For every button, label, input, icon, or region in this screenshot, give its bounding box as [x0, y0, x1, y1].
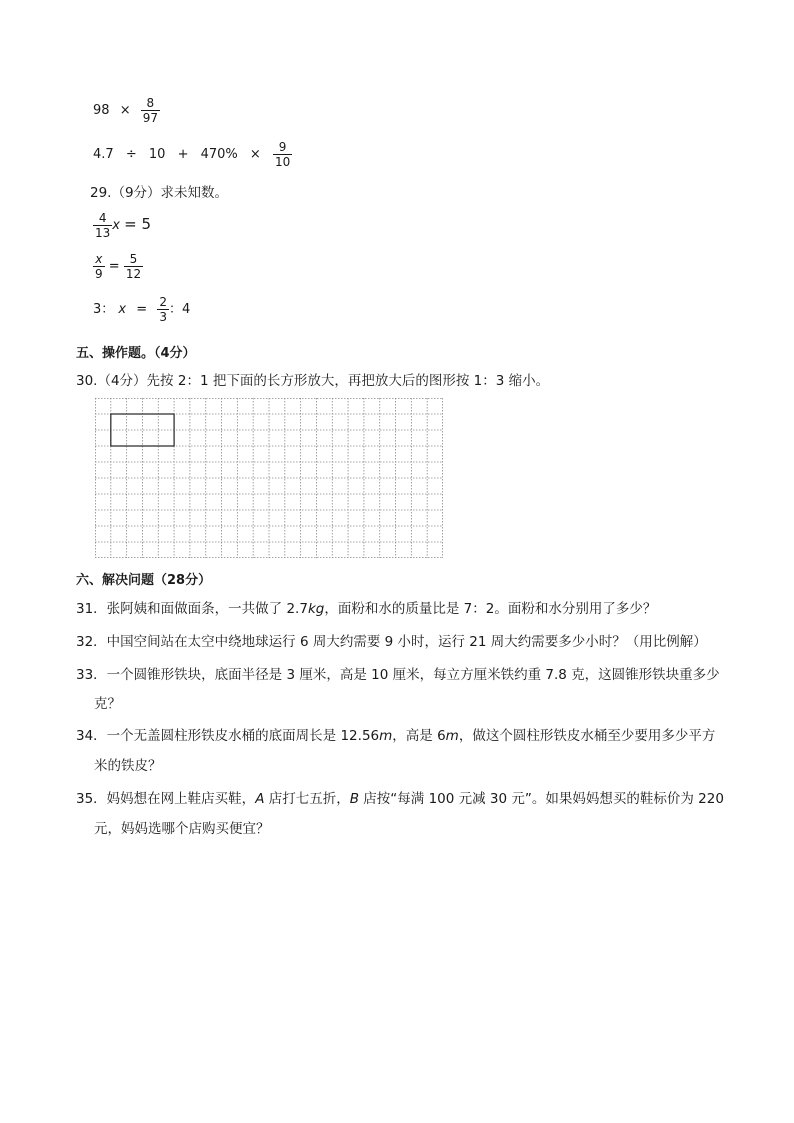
fraction-denominator: 3	[159, 310, 167, 324]
fraction-numerator: 5	[129, 252, 138, 266]
section-6-heading: 六、解决问题（28分）	[76, 573, 212, 588]
grid-lines	[95, 398, 443, 558]
dotted-grid	[95, 398, 443, 558]
q31-pre: 31．张阿姨和面做面条，一共做了 2.7	[76, 601, 308, 617]
expr2-fraction	[273, 141, 292, 168]
expr2-a: 4.7	[93, 147, 114, 162]
question-29-title: 29.（9分）求未知数。	[90, 185, 229, 201]
eq3-fraction	[157, 296, 169, 323]
q34-unit-2: m	[445, 728, 459, 744]
fraction-denominator: 10	[274, 155, 291, 169]
equals-sign: =	[108, 259, 120, 274]
equation-2	[93, 253, 143, 280]
eq1-rest: = 5	[124, 215, 152, 233]
question-33-line-1: 33．一个圆锥形铁块，底面半径是 3 厘米，高是 10 厘米，每立方厘米铁约重 7.8 克，这圆锥形铁块重多少	[76, 667, 720, 683]
store-b-label: B	[349, 791, 359, 807]
question-35-line-1	[76, 789, 724, 809]
fraction-numerator: x	[95, 252, 103, 266]
q35-post: 店按“每满 100 元减 30 元”。如果妈妈想买的鞋标价为 220	[359, 791, 724, 807]
eq3-right: ：4	[168, 302, 191, 317]
question-31	[76, 599, 656, 619]
expr-decimal-mixed	[93, 141, 292, 168]
q34-unit-1: m	[379, 728, 393, 744]
expr1-left: 98	[93, 103, 110, 118]
question-33-line-2: 克？	[94, 696, 121, 712]
variable-x: x	[112, 218, 120, 233]
expr2-op3: ×	[249, 147, 261, 162]
fraction-numerator: 4	[98, 211, 107, 225]
expr2-c: 470%	[200, 147, 238, 162]
question-32: 32．中国空间站在太空中绕地球运行 6 周大约需要 9 小时，运行 21 周大约需要多少小时？（用比例解）	[76, 634, 707, 650]
expr1-fraction	[141, 97, 160, 124]
q34-mid: ，高是 6	[392, 728, 446, 744]
question-34-line-1	[76, 726, 715, 746]
question-34-line-2: 米的铁皮？	[94, 758, 162, 774]
equation-3	[93, 296, 190, 323]
store-a-label: A	[255, 791, 265, 807]
expr1-op: ×	[119, 103, 131, 118]
expr-98-times-fraction	[93, 97, 160, 124]
expr2-b: 10	[148, 147, 166, 162]
section-5-heading: 五、操作题。（4分）	[76, 346, 196, 361]
q35-pre: 35．妈妈想在网上鞋店买鞋，	[76, 791, 256, 807]
eq3-left: 3：	[93, 302, 115, 317]
q35-mid: 店打七五折，	[264, 791, 350, 807]
fraction-numerator: 2	[159, 295, 167, 309]
equation-1	[93, 212, 151, 239]
equals-sign: =	[136, 302, 148, 317]
q31-post: ，面粉和水的质量比是 7：2。面粉和水分别用了多少？	[324, 601, 657, 617]
question-30: 30.（4分）先按 2：1 把下面的长方形放大，再把放大后的图形按 1：3 缩小。	[76, 373, 550, 389]
expr2-op1: ÷	[125, 147, 137, 162]
expr2-op2: +	[177, 147, 189, 162]
fraction-denominator: 13	[95, 226, 111, 240]
q34-pre: 34．一个无盖圆柱形铁皮水桶的底面周长是 12.56	[76, 728, 380, 744]
question-35-line-2: 元，妈妈选哪个店购买便宜？	[94, 821, 270, 837]
eq2-left-fraction	[93, 253, 105, 280]
fraction-denominator: 12	[125, 267, 142, 281]
fraction-denominator: 9	[95, 267, 103, 281]
fraction-numerator: 9	[278, 140, 287, 154]
q34-post: ，做这个圆柱形铁皮水桶至少要用多少平方	[458, 728, 716, 744]
q31-unit: kg	[307, 601, 325, 617]
fraction-denominator: 97	[142, 111, 159, 125]
fraction-numerator: 8	[146, 96, 155, 110]
variable-x: x	[118, 302, 127, 317]
eq1-fraction	[93, 212, 112, 239]
eq2-right-fraction	[124, 253, 143, 280]
